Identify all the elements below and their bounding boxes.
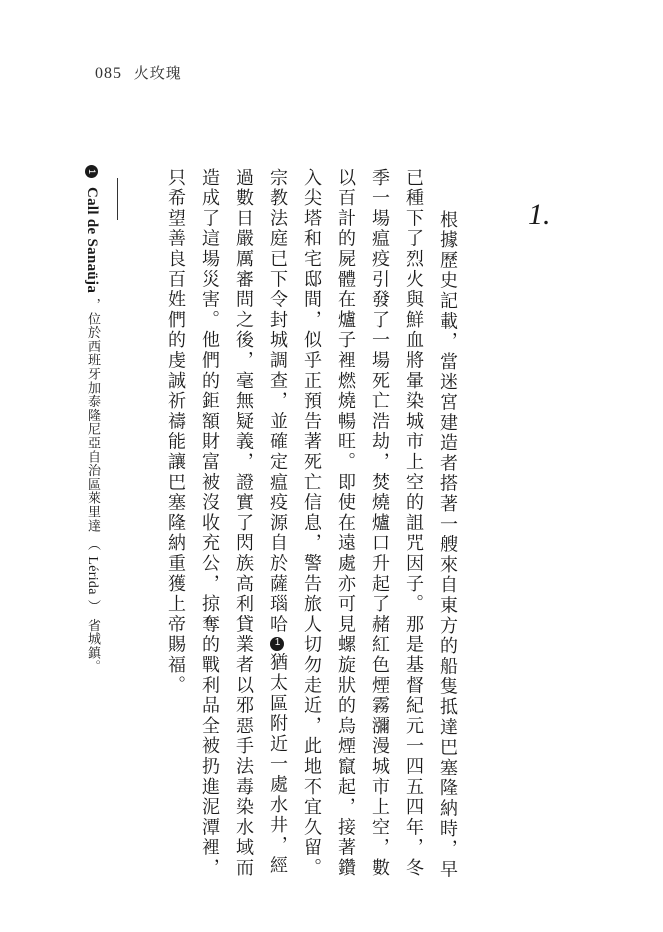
footnote-divider bbox=[117, 178, 118, 220]
text-column-6-part-2: 猶太區附近一處水井，經 bbox=[267, 652, 288, 877]
text-column-4: 以百計的屍體在爐子裡燃燒暢旺。即使在遠處亦可見螺旋狀的烏煙竄起，接著鑽 bbox=[335, 168, 356, 879]
text-column-3: 季一場瘟疫引發了一場死亡浩劫，焚燒爐口升起了赭紅色煙霧瀰漫城市上空，數 bbox=[369, 168, 390, 879]
chapter-number: 1. bbox=[528, 198, 551, 231]
footnote-term: Call de Sanaüja bbox=[84, 186, 100, 294]
footnote-text-2: 省城鎮。 bbox=[85, 618, 100, 674]
text-column-8: 造成了這場災害。他們的鉅額財富被沒收充公，掠奪的戰利品全被扔進泥潭裡， bbox=[199, 168, 220, 879]
footnote-paren-close: ） bbox=[85, 599, 100, 614]
footnote-text-1: ，位於西班牙加泰隆尼亞自治區萊里達 bbox=[85, 298, 100, 533]
footnote-reference-1: 1 bbox=[272, 637, 283, 651]
footnote bbox=[84, 165, 99, 674]
footnote-paren-open: （ bbox=[85, 537, 100, 552]
footnote-place-latin: Lérida bbox=[85, 556, 100, 595]
text-column-2: 已種下了烈火與鮮血將暈染城市上空的詛咒因子。那是基督紀元一四五四年，冬 bbox=[403, 168, 424, 879]
book-title: 火玫瑰 bbox=[133, 64, 182, 82]
footnote-marker: 1 bbox=[85, 165, 98, 178]
text-column-7: 過數日嚴厲審問之後，毫無疑義，證實了閃族高利貸業者以邪惡手法毒染水域而 bbox=[233, 168, 254, 879]
text-column-1: 根據歷史記載，當迷宮建造者搭著一艘來自東方的船隻抵達巴塞隆納時，早 bbox=[437, 210, 458, 880]
text-column-5: 入尖塔和宅邸間，似乎正預告著死亡信息，警告旅人切勿走近，此地不宜久留。 bbox=[301, 168, 322, 879]
page-number: 085 bbox=[95, 65, 122, 82]
text-column-6-part-1: 宗教法庭已下令封城調查，並確定瘟疫源自於薩瑙哈 bbox=[267, 168, 288, 635]
running-header bbox=[95, 62, 182, 83]
text-column-9: 只希望善良百姓們的虔誠祈禱能讓巴塞隆納重獲上帝賜福。 bbox=[165, 168, 186, 696]
text-column-6 bbox=[268, 168, 286, 888]
